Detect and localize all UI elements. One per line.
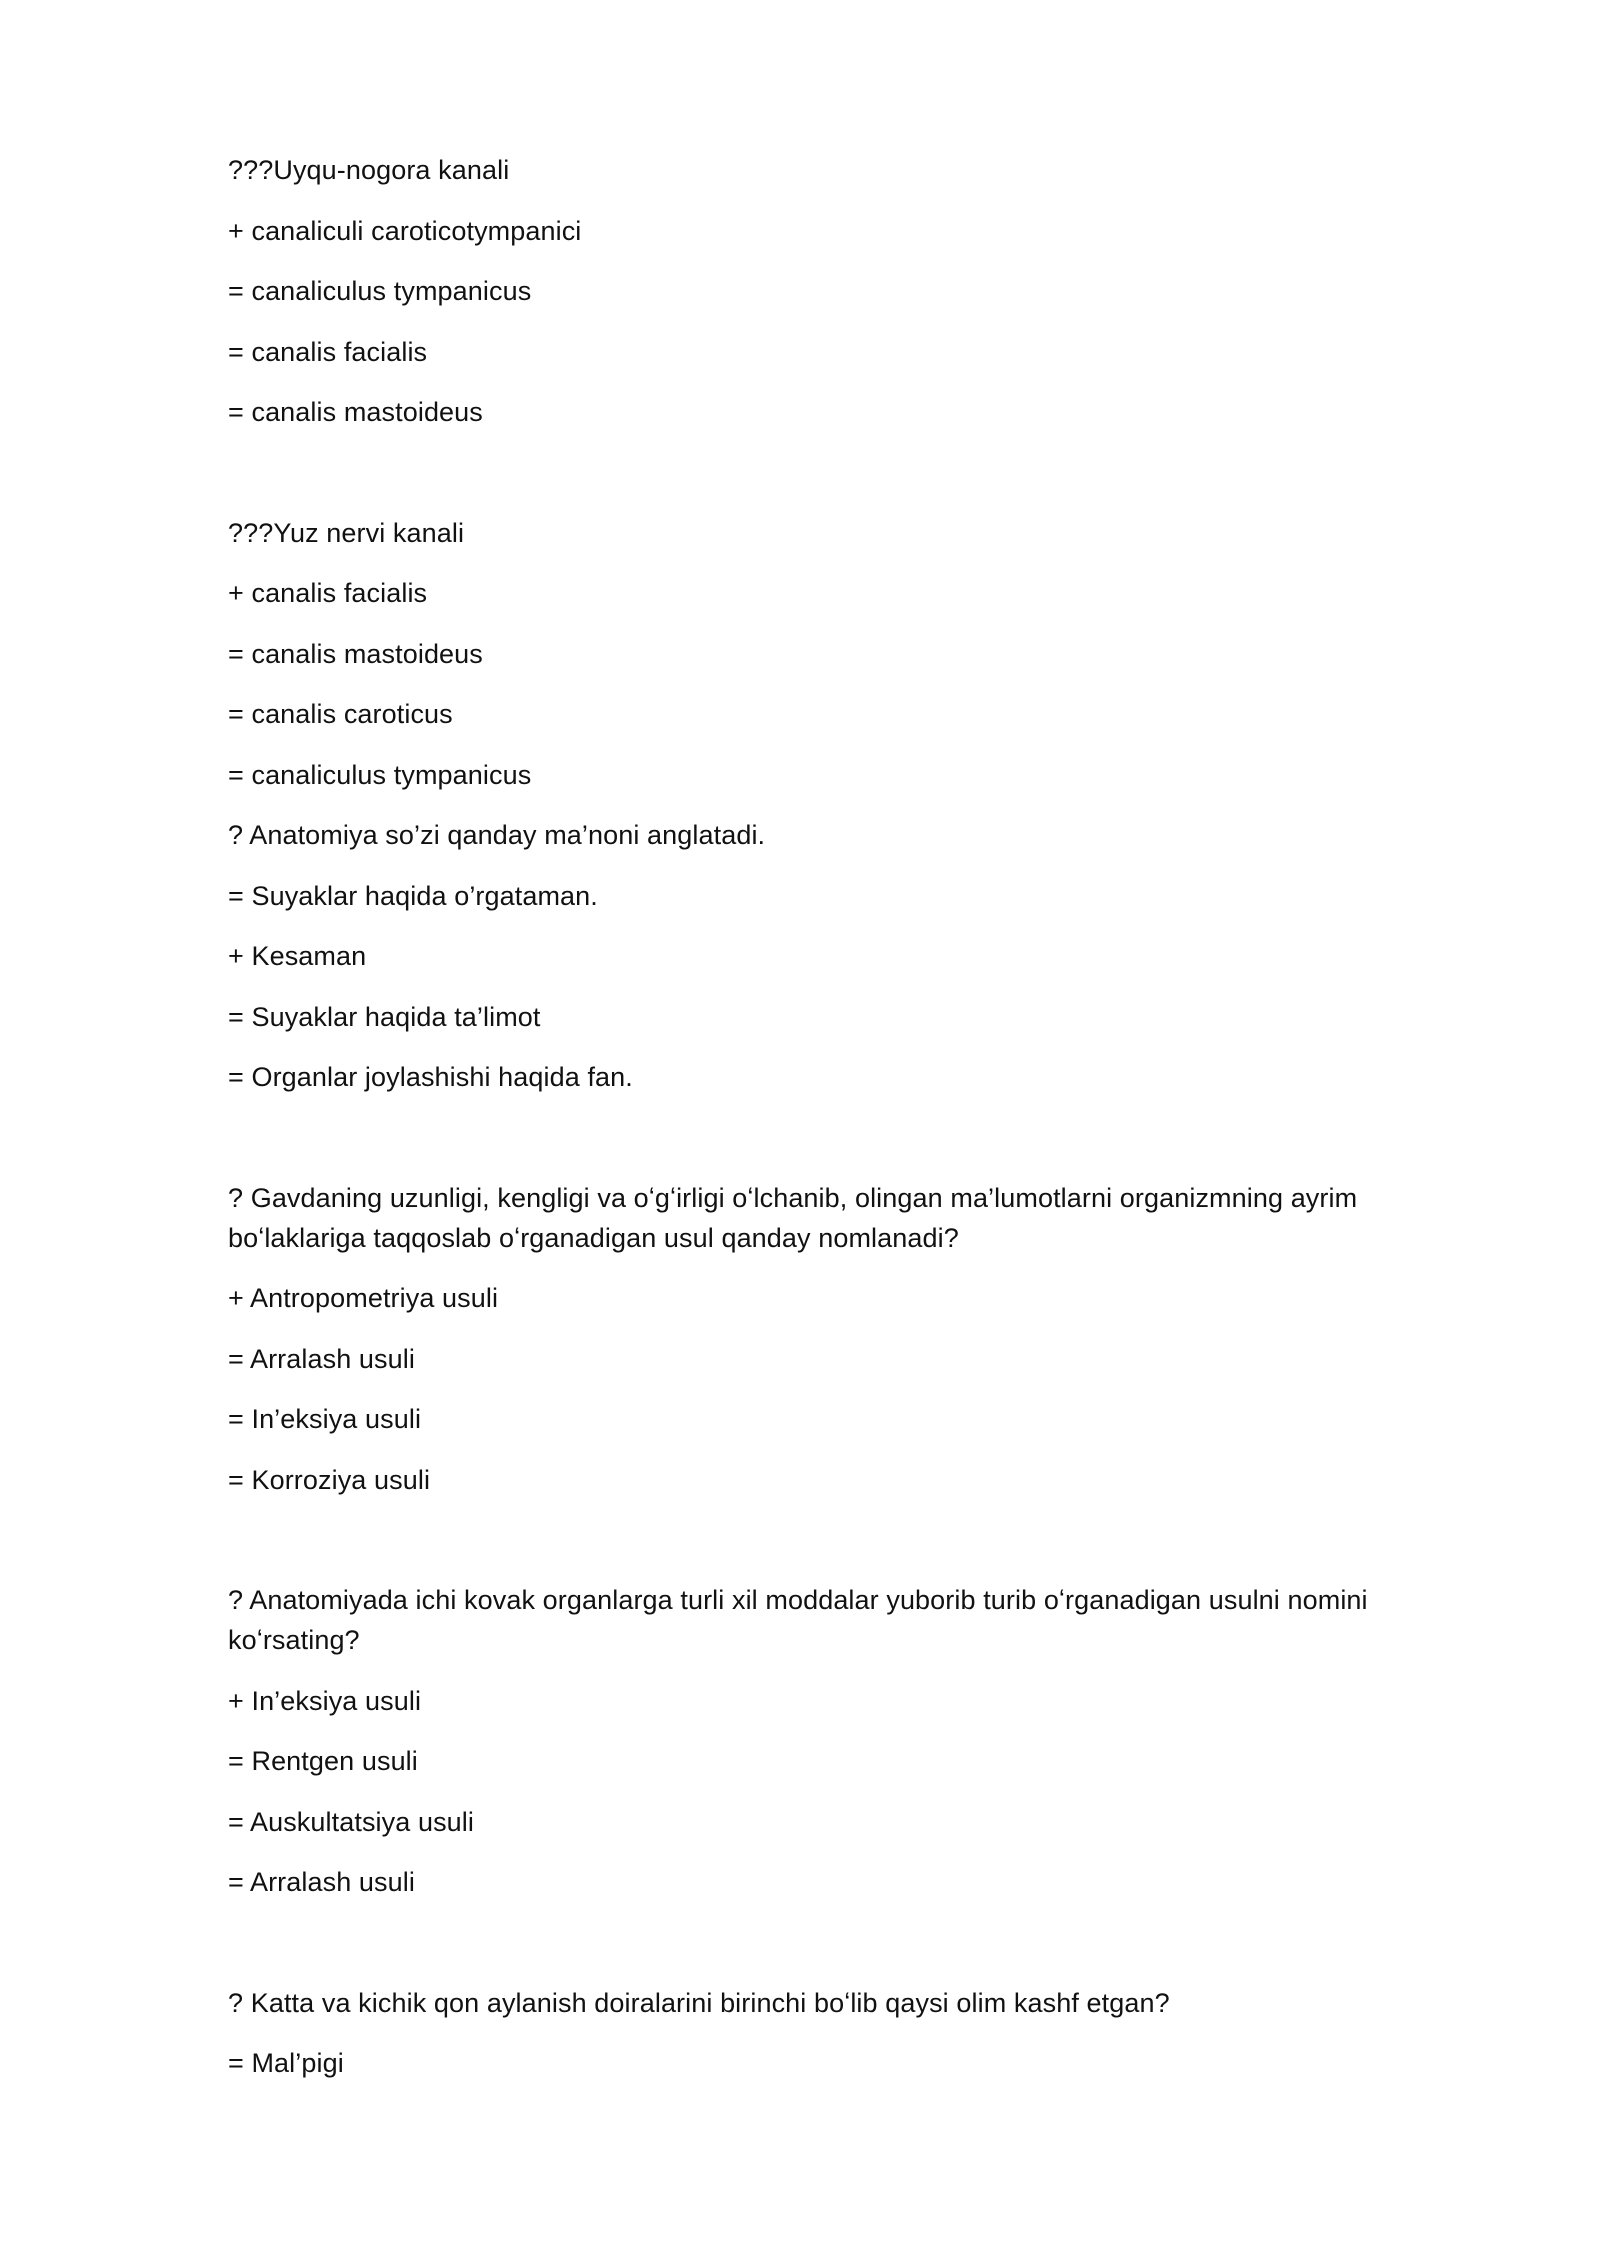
answer-option: = Mal’pigi	[228, 2048, 344, 2078]
document-content	[228, 150, 1388, 2104]
question-block	[228, 150, 1388, 432]
question-text: ? Anatomiyada ichi kovak organlarga turli xil moddalar yuborib turib oʻrganadigan usulni nomini koʻrsating?	[228, 1585, 1368, 1655]
block-spacer	[228, 1520, 1388, 1580]
answer-option: = canalis mastoideus	[228, 638, 483, 669]
answer-option: = Suyaklar haqida ta’limot	[228, 1001, 541, 1032]
answer-option: = canalis facialis	[228, 336, 428, 367]
answer-option: = Organlar joylashishi haqida fan.	[228, 1062, 633, 1092]
answer-option: = In’eksiya usuli	[228, 1404, 422, 1434]
question-block	[228, 1580, 1388, 1902]
answer-option: = Arralash usuli	[228, 1867, 415, 1897]
question-text: ? Katta va kichik qon aylanish doiralarini birinchi boʻlib qaysi olim kashf etgan?	[228, 1987, 1170, 2018]
question-text: ? Anatomiya so’zi qanday ma’noni anglatadi.	[228, 820, 766, 850]
answer-option: + Antropometriya usuli	[228, 1283, 499, 1313]
block-spacer	[228, 453, 1388, 513]
answer-option: + In’eksiya usuli	[228, 1685, 422, 1716]
question-text: ???Uyqu-nogora kanali	[228, 155, 510, 185]
answer-option: = Auskultatsiya usuli	[228, 1806, 474, 1837]
question-block	[228, 815, 1388, 1097]
answer-option: + canaliculi caroticotympanici	[228, 215, 582, 246]
answer-option: = canalis mastoideus	[228, 397, 483, 427]
question-text: ???Yuz nervi kanali	[228, 517, 465, 548]
answer-option: = canalis caroticus	[228, 699, 453, 729]
answer-option: = Suyaklar haqida o’rgataman.	[228, 880, 598, 911]
answer-option: = Rentgen usuli	[228, 1746, 418, 1776]
answer-option: = canaliculus tympanicus	[228, 759, 532, 790]
answer-option: = canaliculus tympanicus	[228, 276, 532, 306]
block-spacer	[228, 1118, 1388, 1178]
question-block	[228, 1983, 1388, 2084]
answer-option: + canalis facialis	[228, 578, 428, 608]
block-spacer	[228, 1923, 1388, 1983]
answer-option: + Kesaman	[228, 941, 367, 971]
question-text: ? Gavdaning uzunligi, kengligi va oʻgʻirligi oʻlchanib, olingan ma’lumotlarni organizmning ayrim boʻlaklariga taqqoslab oʻrganadigan usul qanday nomlanadi?	[228, 1182, 1358, 1253]
answer-option: = Korroziya usuli	[228, 1464, 431, 1495]
answer-option: = Arralash usuli	[228, 1343, 415, 1374]
question-block	[228, 1178, 1388, 1500]
question-block	[228, 513, 1388, 795]
